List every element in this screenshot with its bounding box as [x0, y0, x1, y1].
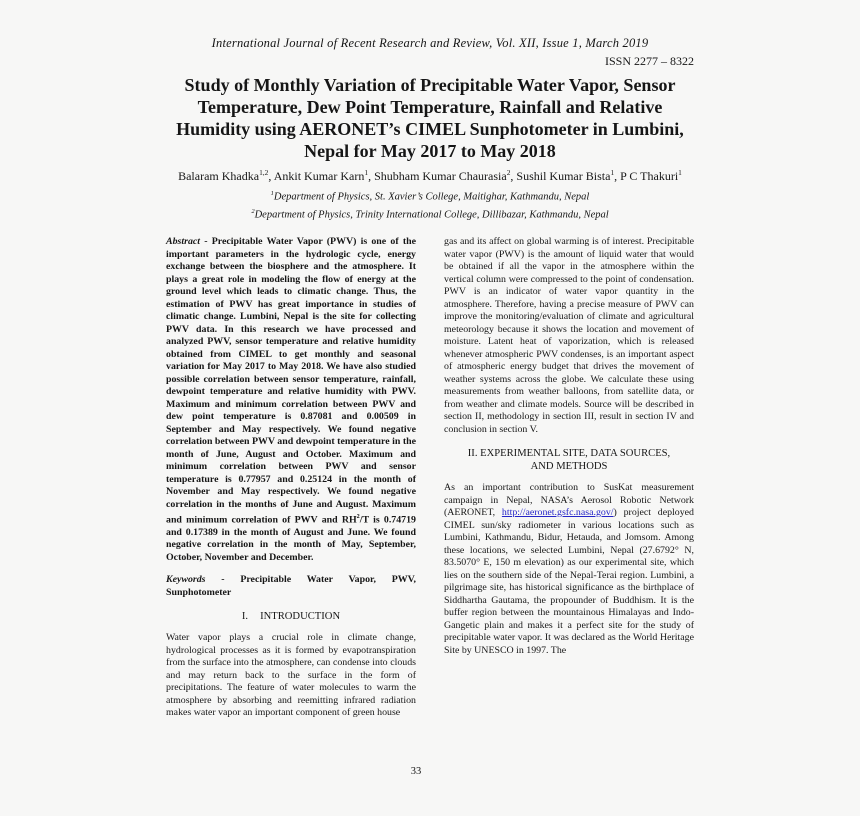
keywords-paragraph: [166, 574, 416, 599]
abstract-paragraph: [166, 236, 416, 564]
section-heading-introduction: [166, 610, 416, 623]
abstract-superscript: 2: [356, 514, 360, 520]
aeronet-link[interactable]: http://aeronet.gsfc.nasa.gov/: [501, 507, 614, 518]
affiliation-1: $^1$Department of Physics, St. Xavier’s College, Maitighar, Kathmandu, Nepal: [270, 190, 590, 203]
section-number: I.: [241, 611, 249, 623]
keywords-text: - Precipitable Water Vapor, PWV, Sunphotometer: [166, 574, 416, 598]
section-heading-line-2: AND METHODS: [530, 461, 608, 472]
author: , Ankit Kumar Karn$^1$: [268, 168, 369, 183]
body-paragraph-2-text-2: ) project deployed CIMEL sun/sky radiometer in various locations such as Lumbini, Kathmandu, Bidur, Hetauda, and Jomsom. Among these locations, we selected Lumbini, Nepal (27.6792° N, 83.5070° E, 150 m elevation) as our experimental site, which lies on the southern side of the Nepal-Terai region. Lumbini, a pilgrimage site, has historical significance as the birthplace of Siddhartha Gautama, the propounder of Buddhism. It is the buffer region between the mountainous Himalayas and Indo-Gangetic plain and makes it a perfect site for the study of precipitable water vapor. It was declared as the World Heritage Site by UNESCO in 1997. The: [444, 507, 694, 656]
keywords-label: Keywords: [166, 574, 206, 586]
author: , Shubham Kumar Chaurasia$^2$: [368, 168, 511, 183]
paper-title: Study of Monthly Variation of Precipitable Water Vapor, Sensor Temperature, Dew Point Temperature, Rainfall and Relative Humidity using AERONET’s CIMEL Sunphotometer in Lumbini, Nepal for May 2017 to May 2018: [176, 75, 684, 161]
section-heading-line-1: II. EXPERIMENTAL SITE, DATA SOURCES,: [467, 448, 671, 459]
affiliations: [166, 187, 694, 222]
abstract-text-2: /T is 0.74719 and 0.17389 in the month of August and June. We found negative correlation in the month of May, September, October, November and December.: [166, 514, 416, 563]
author: , P C Thakuri$^1$: [614, 168, 682, 183]
introduction-paragraph: Water vapor plays a crucial role in climate change, hydrological processes as it is formed by evapotranspiration from the surface into the atmosphere, can condense into clouds and may return back to the surface in the form of precipitations. The feature of water molecules to warm the atmosphere by absorbing and reemitting infrared radiation makes water vapor an important component of green house: [166, 632, 416, 719]
right-column: [444, 236, 694, 720]
authors-line: [166, 168, 694, 184]
page-content: [166, 0, 694, 720]
section-heading-experimental: [444, 447, 694, 473]
two-column-body: [166, 236, 694, 720]
body-paragraph-1: gas and its affect on global warming is of interest. Precipitable water vapor (PWV) is the amount of liquid water that would be obtained if all the vapor in the atmosphere within the vertical column were compressed to the point of condensation. PWV is an indicator of water vapor quantity in the atmosphere. Therefore, having a precise measure of PWV can improve the monitoring/evaluation of climate and agricultural meteorology because it shows the location and movement of moisture. Latent heat of vaporization, which is released whenever atmospheric PWV condenses, is an important aspect of atmospheric energy budget that drives the movement of weather systems across the globe. We calculate these using measurements from weather balloons, from satellite data, or from weather and climate models. Source will be described in section II, methodology in section III, result in section IV and conclusion in section V.: [444, 236, 694, 435]
author: , Sushil Kumar Bista$^1$: [510, 168, 615, 183]
page-number: 33: [410, 766, 422, 777]
body-paragraph-2: [444, 482, 694, 657]
left-column: [166, 236, 416, 720]
issn-line: ISSN 2277 – 8322: [604, 54, 694, 68]
section-title: INTRODUCTION: [260, 611, 341, 623]
affiliation-2: $^2$Department of Physics, Trinity International College, Dillibazar, Kathmandu, Nepal: [251, 207, 609, 220]
body-paragraph-2-text-1: As an important contribution to SusKat measurement campaign in Nepal, NASA’s Aerosol Robotic Network (AERONET,: [444, 482, 694, 518]
abstract-label: Abstract: [166, 236, 201, 247]
author: Balaram Khadka$^{1,2}$: [178, 168, 269, 183]
journal-header: International Journal of Recent Research and Review, Vol. XII, Issue 1, March 2019: [211, 36, 649, 50]
abstract-text-1: - Precipitable Water Vapor (PWV) is one of the important parameters in the hydrologic cycle, energy exchange between the biosphere and the atmosphere. It plays a great role in modeling the flow of energy at the ground level which leads to climatic change. Thus, the estimation of PWV has great importance in studies of climatic change. Lumbini, Nepal is the site for collecting PWV data. In this research we have processed and analyzed PWV, sensor temperature and relative humidity obtained from CIMEL to get monthly and seasonal variation for May 2017 to May 2018. We have also studied possible correlation between sensor temperature, rainfall, dewpoint temperature and relative humidity with PWV. Maximum and minimum correlation between PWV and dew point temperature is 0.87081 and 0.00509 in September and May respectively. We found negative correlation between PWV and dewpoint temperature in the month of June, August and October. Maximum and minimum correlation between PWV and sensor temperature is 0.77957 and 0.25124 in the month of November and May respectively. We found negative correlation in the months of June and August. Maximum and minimum correlation of PWV and RH: [166, 236, 416, 526]
